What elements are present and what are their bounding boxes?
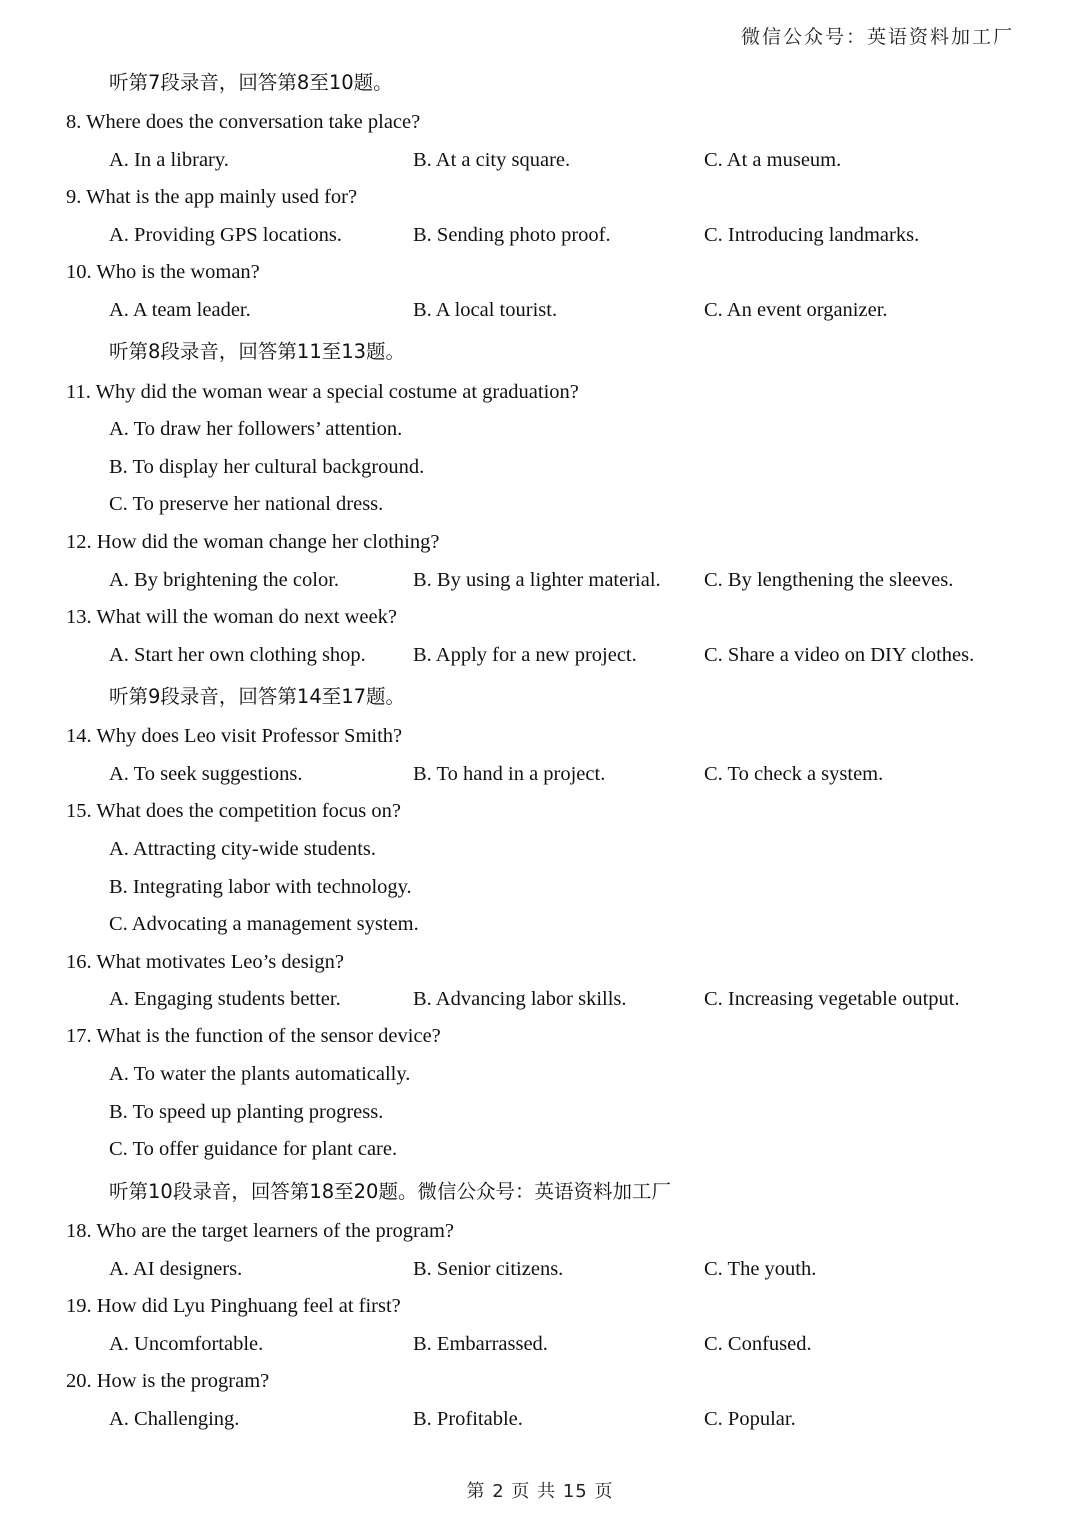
option-9c: C. Introducing landmarks.: [704, 224, 920, 246]
question-14: 14. Why does Leo visit Professor Smith?: [66, 725, 403, 747]
option-20a: A. Challenging.: [109, 1408, 240, 1430]
question-17: 17. What is the function of the sensor device?: [66, 1025, 441, 1047]
option-8b: B. At a city square.: [413, 149, 571, 171]
question-19: 19. How did Lyu Pinghuang feel at first?: [66, 1295, 401, 1317]
question-18: 18. Who are the target learners of the program?: [66, 1220, 455, 1242]
option-8a: A. In a library.: [109, 149, 229, 171]
option-14a: A. To seek suggestions.: [109, 763, 303, 785]
question-10: 10. Who is the woman?: [66, 261, 260, 283]
question-11: 11. Why did the woman wear a special costume at graduation?: [66, 381, 579, 403]
question-13: 13. What will the woman do next week?: [66, 606, 397, 628]
option-16c: C. Increasing vegetable output.: [704, 988, 960, 1010]
option-19c: C. Confused.: [704, 1333, 812, 1355]
option-20b: B. Profitable.: [413, 1408, 523, 1430]
option-17c: C. To offer guidance for plant care.: [109, 1138, 398, 1160]
section-instruction-8: 听第8段录音，回答第11至13题。: [109, 340, 406, 363]
option-14b: B. To hand in a project.: [413, 763, 606, 785]
option-11a: A. To draw her followers’ attention.: [109, 418, 403, 440]
option-20c: C. Popular.: [704, 1408, 796, 1430]
option-15c: C. Advocating a management system.: [109, 913, 419, 935]
option-15b: B. Integrating labor with technology.: [109, 876, 412, 898]
option-10c: C. An event organizer.: [704, 299, 888, 321]
option-16b: B. Advancing labor skills.: [413, 988, 627, 1010]
page-number-footer: 第 2 页 共 15 页: [466, 1481, 614, 1502]
option-18a: A. AI designers.: [109, 1258, 243, 1280]
question-9: 9. What is the app mainly used for?: [66, 186, 358, 208]
option-17a: A. To water the plants automatically.: [109, 1063, 411, 1085]
question-12: 12. How did the woman change her clothing?: [66, 531, 440, 553]
option-13a: A. Start her own clothing shop.: [109, 644, 366, 666]
option-11c: C. To preserve her national dress.: [109, 493, 384, 515]
question-8: 8. Where does the conversation take place?: [66, 111, 421, 133]
option-10b: B. A local tourist.: [413, 299, 558, 321]
option-12c: C. By lengthening the sleeves.: [704, 569, 954, 591]
option-14c: C. To check a system.: [704, 763, 884, 785]
option-19b: B. Embarrassed.: [413, 1333, 548, 1355]
section-instruction-10: 听第10段录音，回答第18至20题。微信公众号：英语资料加工厂: [109, 1180, 671, 1203]
option-9b: B. Sending photo proof.: [413, 224, 611, 246]
option-17b: B. To speed up planting progress.: [109, 1101, 384, 1123]
option-11b: B. To display her cultural background.: [109, 456, 425, 478]
question-20: 20. How is the program?: [66, 1370, 270, 1392]
option-13c: C. Share a video on DIY clothes.: [704, 644, 975, 666]
option-15a: A. Attracting city-wide students.: [109, 838, 377, 860]
section-instruction-7: 听第7段录音，回答第8至10题。: [109, 71, 393, 94]
option-19a: A. Uncomfortable.: [109, 1333, 264, 1355]
question-15: 15. What does the competition focus on?: [66, 800, 401, 822]
section-instruction-9: 听第9段录音，回答第14至17题。: [109, 685, 406, 708]
option-16a: A. Engaging students better.: [109, 988, 341, 1010]
option-18c: C. The youth.: [704, 1258, 817, 1280]
option-10a: A. A team leader.: [109, 299, 251, 321]
option-13b: B. Apply for a new project.: [413, 644, 637, 666]
option-12a: A. By brightening the color.: [109, 569, 340, 591]
question-16: 16. What motivates Leo’s design?: [66, 951, 345, 973]
option-18b: B. Senior citizens.: [413, 1258, 564, 1280]
page-header: 微信公众号：英语资料加工厂: [740, 26, 1014, 48]
option-8c: C. At a museum.: [704, 149, 842, 171]
option-9a: A. Providing GPS locations.: [109, 224, 342, 246]
option-12b: B. By using a lighter material.: [413, 569, 661, 591]
